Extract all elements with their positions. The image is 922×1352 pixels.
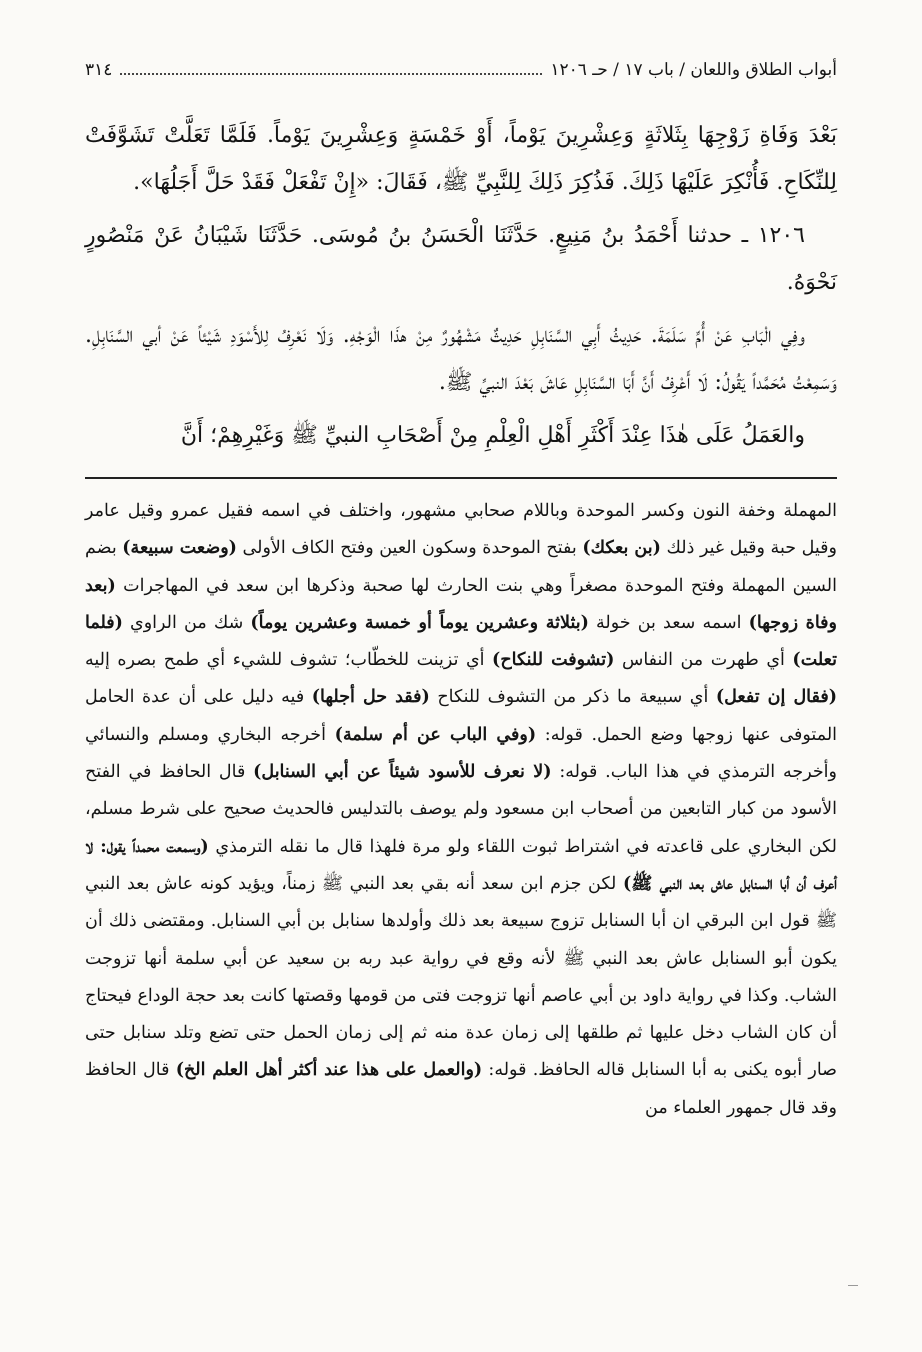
hadith-text [85,112,837,459]
page-number: ٣١٤ [85,60,113,80]
hadith-paragraph-2: ١٢٠٦ ـ حدثنا أَحْمَدُ بنُ مَنِيعٍ. حَدَّثَنَا الْحَسَنُ بنُ مُوسَى. حَدَّثَنَا شَيْبَانُ عَنْ مَنْصُورٍ نَحْوَهُ. [85,223,837,295]
book-page [85,60,837,1127]
note-text: أخرجه البخاري ومسلم والنسائي وأخرجه الترمذي في هذا الباب. قوله: [85,724,837,783]
note-text: بضم السين المهملة وفتح الموحدة مصغراً وهي بنت الحارث لها صحبة وذكرها ابن سعد في المهاجرات [85,538,837,596]
quoted-phrase: (تشوفت للنكاح) [492,650,615,671]
note-text: فيه دليل على أن عدة الحامل المتوفى عنها زوجها وضع الحمل. قوله: [85,687,838,745]
note-text: أي سبيعة ما ذكر من التشوف للنكاح [429,687,716,708]
note-text: قال الحافظ وقد قال جمهور العلماء من [85,1060,837,1118]
note-text: المهملة وخفة النون وكسر الموحدة وباللام صحابي مشهور، واختلف في اسمه فقيل عمرو وقيل عامر وقيل حبة وقيل غير ذلك [85,501,837,559]
quoted-phrase: (بن بعكك) [582,538,661,559]
quoted-phrase: (وضعت سبيعة) [122,538,237,559]
quoted-phrase: (بثلاثة وعشرين يوماً أو خمسة وعشرين يوماً) [250,612,589,633]
hadith-paragraph-1: بَعْدَ وَفَاةِ زَوْجِهَا بِثَلاثَةٍ وَعِشْرِينَ يَوْماً، أَوْ خَمْسَةٍ وَعِشْرِينَ يَوْماً. فَلَمَّا تَعَلَّتْ تَشَوَّفَتْ لِلنِّكَاحِ. فَأُنْكِرَ عَلَيْهَا ذَلِكَ. فَذُكِرَ ذَلِكَ لِلنَّبِيِّ ﷺ، فَقَالَ: «إِنْ تَفْعَلْ فَقَدْ حَلَّ أَجَلُهَا». [85,123,837,195]
commentary-notes [85,493,837,1127]
quoted-phrase: (بعد وفاة زوجها) [85,575,837,633]
running-title: أبواب الطلاق واللعان / باب ١٧ / حـ ١٢٠٦ [550,60,837,80]
quoted-phrase: (فقال إن تفعل) [715,687,837,708]
footnote-separator [85,477,837,479]
note-text: لكن جزم ابن سعد أنه بقي بعد النبي ﷺ زمناً، ويؤيد كونه عاش بعد النبي ﷺ قول ابن البرقي ان أبا السنابل تزوج سبيعة بعد ذلك وأولدها سنابل بن أبي السنابل. ومقتضى ذلك أن يكون أبو السنابل عاش بعد النبي ﷺ لأنه وقع في رواية عبد ربه بن سعيد عن أبي سلمة أنها تزوجت الشاب. وكذا في رواية داود بن أبي عاصم أنها تزوجت فتى من قومها وقصتها كانت بعد حجة الوداع فيحتاج أن كان الشاب دخل عليها ثم طلقها إلى زمان عدة منه ثم إلى زمان الحمل حتى تضع وتلد سنابل حتى صار أبوه يكنى به أبا السنابل قاله الحافظ. قوله: [85,873,838,1081]
quoted-phrase: (والعمل على هذا عند أكثر أهل العلم الخ) [175,1060,483,1081]
edge-mark [848,1285,858,1286]
quoted-phrase: (لا نعرف للأسود شيئاً عن أبي السنابل) [253,762,552,783]
note-text: بفتح الموحدة وسكون العين وفتح الكاف الأولى [236,538,583,559]
hadith-paragraph-4: والعَمَلُ عَلَى هٰذَا عِنْدَ أَكْثَرِ أَهْلِ الْعِلْمِ مِنْ أَصْحَابِ النبيِّ ﷺ وَغَيْرِهِمْ؛ أَنَّ [180,423,805,448]
quoted-phrase: (وسمعت محمداً يقول: لا أعرف أن أبا السنابل عاش بعد النبي ﷺ) [85,836,837,894]
note-text: أي طهرت من النفاس [614,650,793,671]
running-header [85,60,837,90]
hadith-paragraph-3: وفِي الْبَابِ عَنْ أُمِّ سَلَمَةَ. حَدِيثُ أَبِي السَّنَابِلِ حَدِيثٌ مَشْهُورٌ مِنْ هذَا الْوَجْهِ. وَلَا نَعْرِفُ لِلأَسْوَدِ شَيْئاً عَنْ أبي السَّنَابِلِ. وَسَمِعْتُ مُحَمَّداً يَقُولُ: لَا أَعْرِفُ أَنَّ أَبَا السَّنَابِلِ عَاشَ بَعْدَ النبيِّ ﷺ. [85,323,837,395]
quoted-phrase: (وفي الباب عن أم سلمة) [334,724,537,745]
note-text: اسمه سعد بن خولة [588,612,749,633]
quoted-phrase: (فقد حل أجلها) [311,687,430,708]
header-dot-leader [120,63,542,75]
note-text: أي تزينت للخطّاب؛ تشوف للشيء أي طمح بصره إليه [85,650,493,671]
note-text: شك من الراوي [122,612,251,633]
note-text: قال الحافظ في الفتح الأسود من كبار التابعين من أصحاب ابن مسعود ولم يوصف بالتدليس فالحديث صحيح على شرط مسلم، لكن البخاري على قاعدته في اشتراط ثبوت اللقاء ولو مرة فلهذا قال ما نقله الترمذي [85,762,838,857]
quoted-phrase: (فلما تعلت) [85,612,837,671]
